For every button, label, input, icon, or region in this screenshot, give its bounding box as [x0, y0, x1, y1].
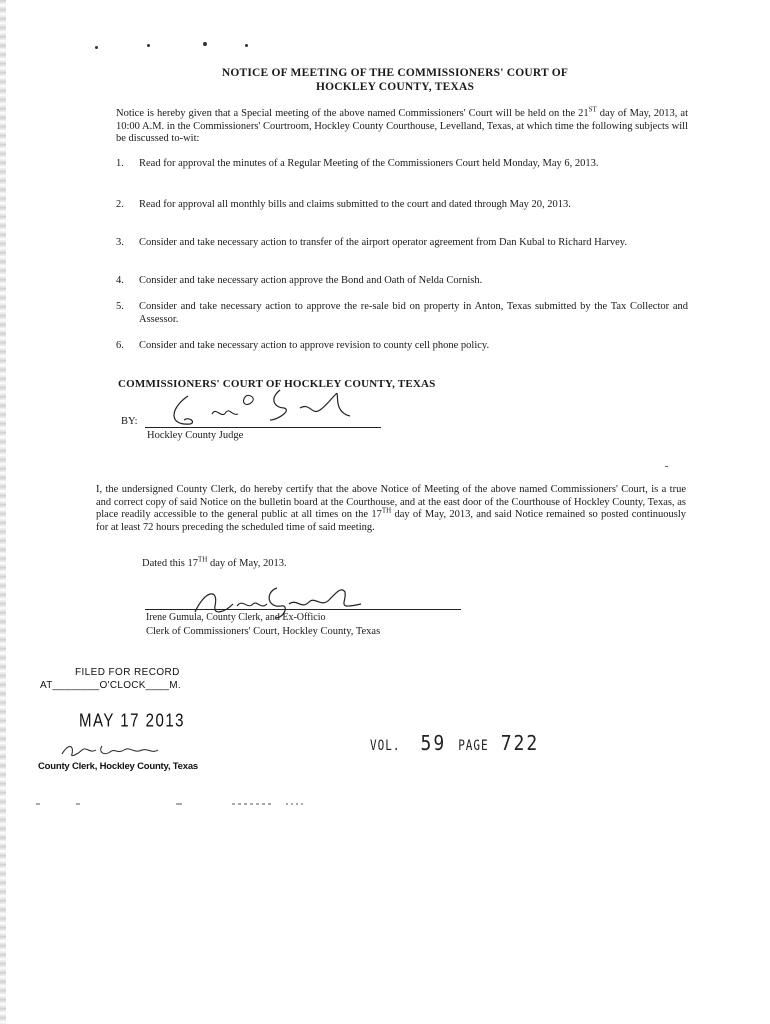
page-label: PAGE — [458, 737, 489, 754]
dated-text-2: day of May, 2013. — [207, 558, 287, 569]
dated-line — [142, 555, 287, 569]
agenda-item-number: 3. — [116, 237, 124, 248]
scan-mark — [665, 466, 668, 467]
notice-title — [100, 66, 690, 94]
agenda-item-text: Read for approval all monthly bills and claims submitted to the court and dated through May 20, 2013. — [139, 199, 571, 210]
intro-text-2: day of May, 2013, at 10:00 A.M. in the Commissioners' Courtroom, Hockley County Courthouse, Levelland, Texas, at which time the following subjects will be discussed to-wit: — [116, 108, 688, 144]
agenda-item — [116, 340, 688, 353]
dated-text-1: Dated this 17 — [142, 558, 198, 569]
intro-text-1: Notice is hereby given that a Special meeting of the above named Commissioners' Court will be held on the 21 — [116, 108, 589, 119]
agenda-item-text: Consider and take necessary action to approve the re-sale bid on property in Anton, Texas submitted by the Tax Collector and Assessor. — [139, 301, 688, 325]
clerk-title: Clerk of Commissioners' Court, Hockley County, Texas — [146, 626, 381, 637]
scan-edge-artifact — [0, 0, 6, 1024]
filed-stamp-office: County Clerk, Hockley County, Texas — [38, 761, 198, 772]
dated-sup: TH — [198, 555, 208, 564]
agenda-item-text: Read for approval the minutes of a Regular Meeting of the Commissioners Court held Monday, May 6, 2013. — [139, 158, 599, 169]
scan-speckles — [95, 40, 265, 50]
title-line-2: HOCKLEY COUNTY, TEXAS — [315, 81, 475, 93]
filed-stamp-date: MAY 17 2013 — [79, 710, 186, 732]
filed-stamp-heading: FILED FOR RECORD — [75, 667, 180, 678]
certification-paragraph — [96, 484, 686, 534]
scan-dash-marks — [36, 803, 306, 805]
agenda-item-text: Consider and take necessary action to approve revision to county cell phone policy. — [139, 340, 490, 351]
agenda-item-text: Consider and take necessary action to transfer of the airport operator agreement from Dan Kubal to Richard Harvey. — [139, 237, 627, 248]
filed-stamp-signature-image — [60, 740, 170, 760]
intro-paragraph — [116, 105, 688, 146]
recording-reference — [370, 733, 539, 754]
intro-sup: ST — [588, 105, 597, 114]
agenda-item-number: 4. — [116, 275, 124, 286]
clerk-signature-line — [145, 609, 461, 610]
cert-sup: TH — [381, 506, 392, 515]
page-number: 722 — [500, 731, 540, 756]
judge-title: Hockley County Judge — [147, 430, 244, 441]
volume-label: VOL. — [370, 737, 401, 754]
agenda-item — [116, 199, 688, 212]
agenda-item — [116, 237, 688, 250]
title-line-1: NOTICE OF MEETING OF THE COMMISSIONERS' COURT OF — [221, 67, 569, 79]
judge-signature-line — [145, 427, 381, 428]
filed-stamp-time-line: AT________O'CLOCK____M. — [40, 680, 181, 691]
volume-number: 59 — [420, 731, 447, 756]
agenda-item-number: 1. — [116, 158, 124, 169]
cert-text-1: I, the undersigned County Clerk, do hereby certify that the above Notice of Meeting of the above named Commissioners' Court, is a true and correct copy of said Notice on the bulletin board at the Courthouse, and at the east door of the Courthouse of Hockley County, Texas, as place readily accessible to the general public at all times on the 17 — [96, 484, 686, 520]
agenda-item-number: 2. — [116, 199, 124, 210]
agenda-item — [116, 301, 688, 326]
court-heading: COMMISSIONERS' COURT OF HOCKLEY COUNTY, TEXAS — [118, 378, 436, 390]
agenda-item-number: 5. — [116, 301, 124, 312]
agenda-item — [116, 158, 688, 171]
agenda-item-text: Consider and take necessary action approve the Bond and Oath of Nelda Cornish. — [139, 275, 483, 286]
cert-text-2: day of May, 2013, and said Notice remained so posted continuously for at least 72 hours preceding the scheduled time of said meeting. — [96, 509, 686, 533]
agenda-item-number: 6. — [116, 340, 124, 351]
by-label: BY: — [121, 416, 138, 427]
agenda-item — [116, 275, 688, 288]
clerk-name: Irene Gumula, County Clerk, and Ex-Officio — [146, 612, 326, 623]
